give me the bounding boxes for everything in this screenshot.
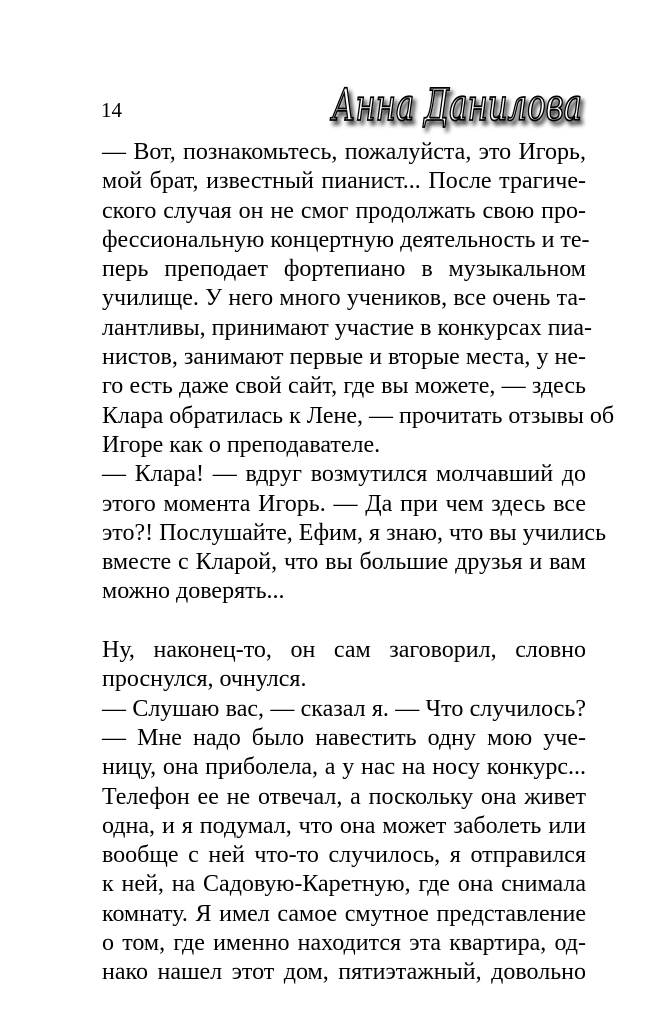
text-line: ского случая он не смог продолжать свою про- [102, 197, 586, 224]
main-text [102, 138, 615, 988]
paragraph [102, 460, 607, 606]
text-line: о том, где именно находится эта квартира, од- [102, 930, 586, 957]
paragraph [102, 695, 586, 724]
text-line: нако нашел этот дом, пятиэтажный, довольно [102, 959, 586, 986]
author-name-text: Анна Данилова [329, 80, 582, 131]
text-line: этого момента Игорь. — Да при чем здесь все [102, 490, 586, 517]
page-header [0, 0, 661, 140]
text-line: перь преподает фортепиано в музыкальном [102, 256, 586, 283]
text-line: нистов, занимают первые и вторые места, у не- [102, 344, 586, 371]
text-line: комнату. Я имел самое смутное представление [102, 900, 586, 927]
text-line: — Мне надо было навестить одну мою уче- [102, 724, 586, 751]
paragraph [102, 636, 586, 695]
text-line: фессиональную концертную деятельность и те- [102, 226, 590, 253]
text-line: го есть даже свой сайт, где вы можете, — здесь [102, 373, 586, 400]
paragraph [102, 724, 586, 988]
text-line: к ней, на Садовую-Каретную, где она снимала [102, 871, 586, 898]
text-line: Ну, наконец-то, он сам заговорил, словно [102, 637, 586, 664]
text-line: можно доверять... [102, 578, 285, 605]
text-line: Клара обратилась к Лене, — прочитать отзывы об [102, 402, 615, 429]
text-line: вообще с ней что-то случилось, я отправился [102, 842, 586, 869]
text-line: — Слушаю вас, — сказал я. — Что случилось? [102, 695, 586, 722]
text-line: училище. У него много учеников, все очень та- [102, 285, 586, 312]
text-line: Игоре как о преподавателе. [102, 431, 381, 458]
author-name-lettering [328, 74, 588, 140]
text-line: это?! Послушайте, Ефим, я знаю, что вы учились [102, 519, 607, 546]
author-name-running-head [328, 74, 588, 140]
paragraph [102, 138, 615, 460]
text-line: — Клара! — вдруг возмутился молчавший до [102, 461, 586, 488]
text-line: Телефон ее не отвечал, а поскольку она живет [102, 783, 586, 810]
text-line: проснулся, очнулся. [102, 666, 307, 693]
text-line: ницу, она приболела, а у нас на носу конкурс... [102, 754, 586, 781]
section-break [102, 607, 586, 636]
text-line: — Вот, познакомьтесь, пожалуйста, это Игорь, [102, 139, 586, 165]
text-line: лантливы, принимают участие в конкурсах пиа- [102, 314, 593, 341]
text-line: вместе с Кларой, что вы большие друзья и вам [102, 549, 586, 576]
text-line: мой брат, известный пианист... После трагиче- [102, 168, 586, 195]
text-line: одна, и я подумал, что она может заболеть или [102, 812, 586, 839]
page-number: 14 [101, 98, 122, 122]
